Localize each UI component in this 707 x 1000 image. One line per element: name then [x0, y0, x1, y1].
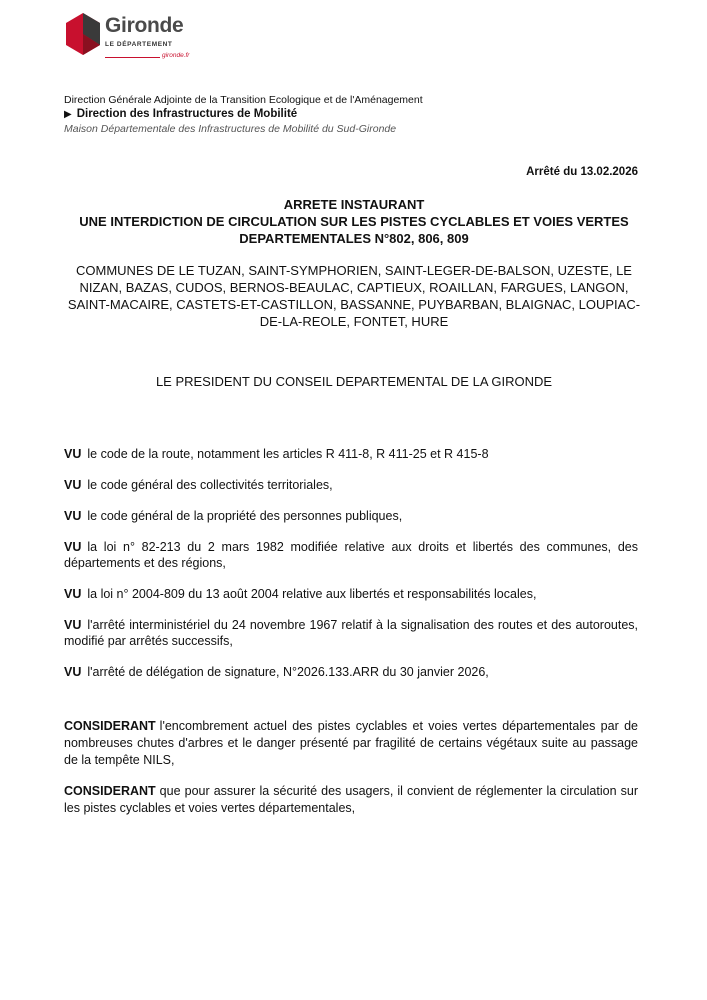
vu-text: le code de la route, notamment les articles R 411-8, R 411-25 et R 415-8: [87, 447, 489, 461]
vu-item: [64, 664, 638, 680]
vu-text: le code général de la propriété des personnes publiques,: [87, 509, 403, 523]
vu-keyword: VU: [64, 447, 82, 461]
logo-subtitle: LE DÉPARTEMENT: [105, 41, 173, 48]
triangle-right-icon: ▶: [64, 109, 72, 120]
considerant-item: [64, 783, 638, 817]
communes-list: COMMUNES DE LE TUZAN, SAINT-SYMPHORIEN, SAINT-LEGER-DE-BALSON, UZESTE, LE NIZAN, BAZAS, CUDOS, BERNOS-BEAULAC, CAPTIEUX, ROAILLAN, FARGUES, LANGON, SAINT-MACAIRE, CASTETS-ET-CASTILLON, BASSANNE, PUYBARBAN, BLAIGNAC, LOUPIAC-DE-LA-REOLE, FONTET, HURE: [67, 263, 641, 329]
considerant-keyword: CONSIDERANT: [64, 719, 156, 733]
vu-item: [64, 586, 638, 602]
considerant-item: [64, 718, 638, 769]
document-title: [64, 196, 644, 247]
vu-keyword: VU: [64, 509, 82, 523]
vu-item: [64, 477, 638, 493]
gironde-logo: [64, 12, 194, 64]
direction-text: Direction des Infrastructures de Mobilité: [76, 108, 298, 120]
maison-departementale: Maison Départementale des Infrastructures de Mobilité du Sud-Gironde: [64, 123, 397, 135]
title-line-2: UNE INTERDICTION DE CIRCULATION SUR LES PISTES CYCLABLES ET VOIES VERTES DEPARTEMENTALES N°802, 806, 809: [79, 214, 629, 246]
direction-line: [64, 107, 654, 122]
vu-list: [64, 446, 638, 695]
logo-url: gironde.fr: [162, 52, 190, 59]
president-heading: LE PRESIDENT DU CONSEIL DEPARTEMENTAL DE LA GIRONDE: [155, 374, 553, 389]
considerant-section: [64, 718, 638, 831]
vu-text: le code général des collectivités territoriales,: [87, 478, 333, 492]
logo-name: Gironde: [105, 14, 184, 37]
logo-divider: [105, 57, 160, 58]
vu-keyword: VU: [64, 540, 82, 554]
considerant-keyword: CONSIDERANT: [64, 784, 156, 798]
vu-text: la loi n° 2004-809 du 13 août 2004 relative aux libertés et responsabilités locales,: [87, 587, 537, 601]
vu-keyword: VU: [64, 478, 82, 492]
document-header: [64, 93, 654, 136]
arrete-date: Arrêté du 13.02.2026: [526, 166, 638, 178]
vu-keyword: VU: [64, 587, 82, 601]
vu-item: [64, 508, 638, 524]
gironde-hexagon-icon: [64, 12, 102, 56]
vu-item: [64, 539, 638, 571]
vu-keyword: VU: [64, 618, 82, 632]
vu-text: l'arrêté interministériel du 24 novembre 1967 relatif à la signalisation des routes et des autoroutes, modifié par arrêtés successifs,: [64, 618, 638, 648]
vu-text: la loi n° 82-213 du 2 mars 1982 modifiée relative aux droits et libertés des communes, des départements et des régions,: [64, 540, 638, 570]
vu-item: [64, 617, 638, 649]
vu-text: l'arrêté de délégation de signature, N°2026.133.ARR du 30 janvier 2026,: [87, 665, 489, 679]
vu-keyword: VU: [64, 665, 82, 679]
considerant-text: l'encombrement actuel des pistes cyclables et voies vertes départementales par de nombreuses chutes d'arbres et le danger présenté par fragilité de certains végétaux suite au passage de la tempête NILS,: [64, 719, 638, 767]
vu-item: [64, 446, 638, 462]
direction-generale: Direction Générale Adjointe de la Transition Ecologique et de l'Aménagement: [64, 94, 423, 106]
title-line-1: ARRETE INSTAURANT: [283, 197, 425, 212]
considerant-text: que pour assurer la sécurité des usagers, il convient de réglementer la circulation sur les pistes cyclables et voies vertes départementales,: [64, 784, 638, 815]
